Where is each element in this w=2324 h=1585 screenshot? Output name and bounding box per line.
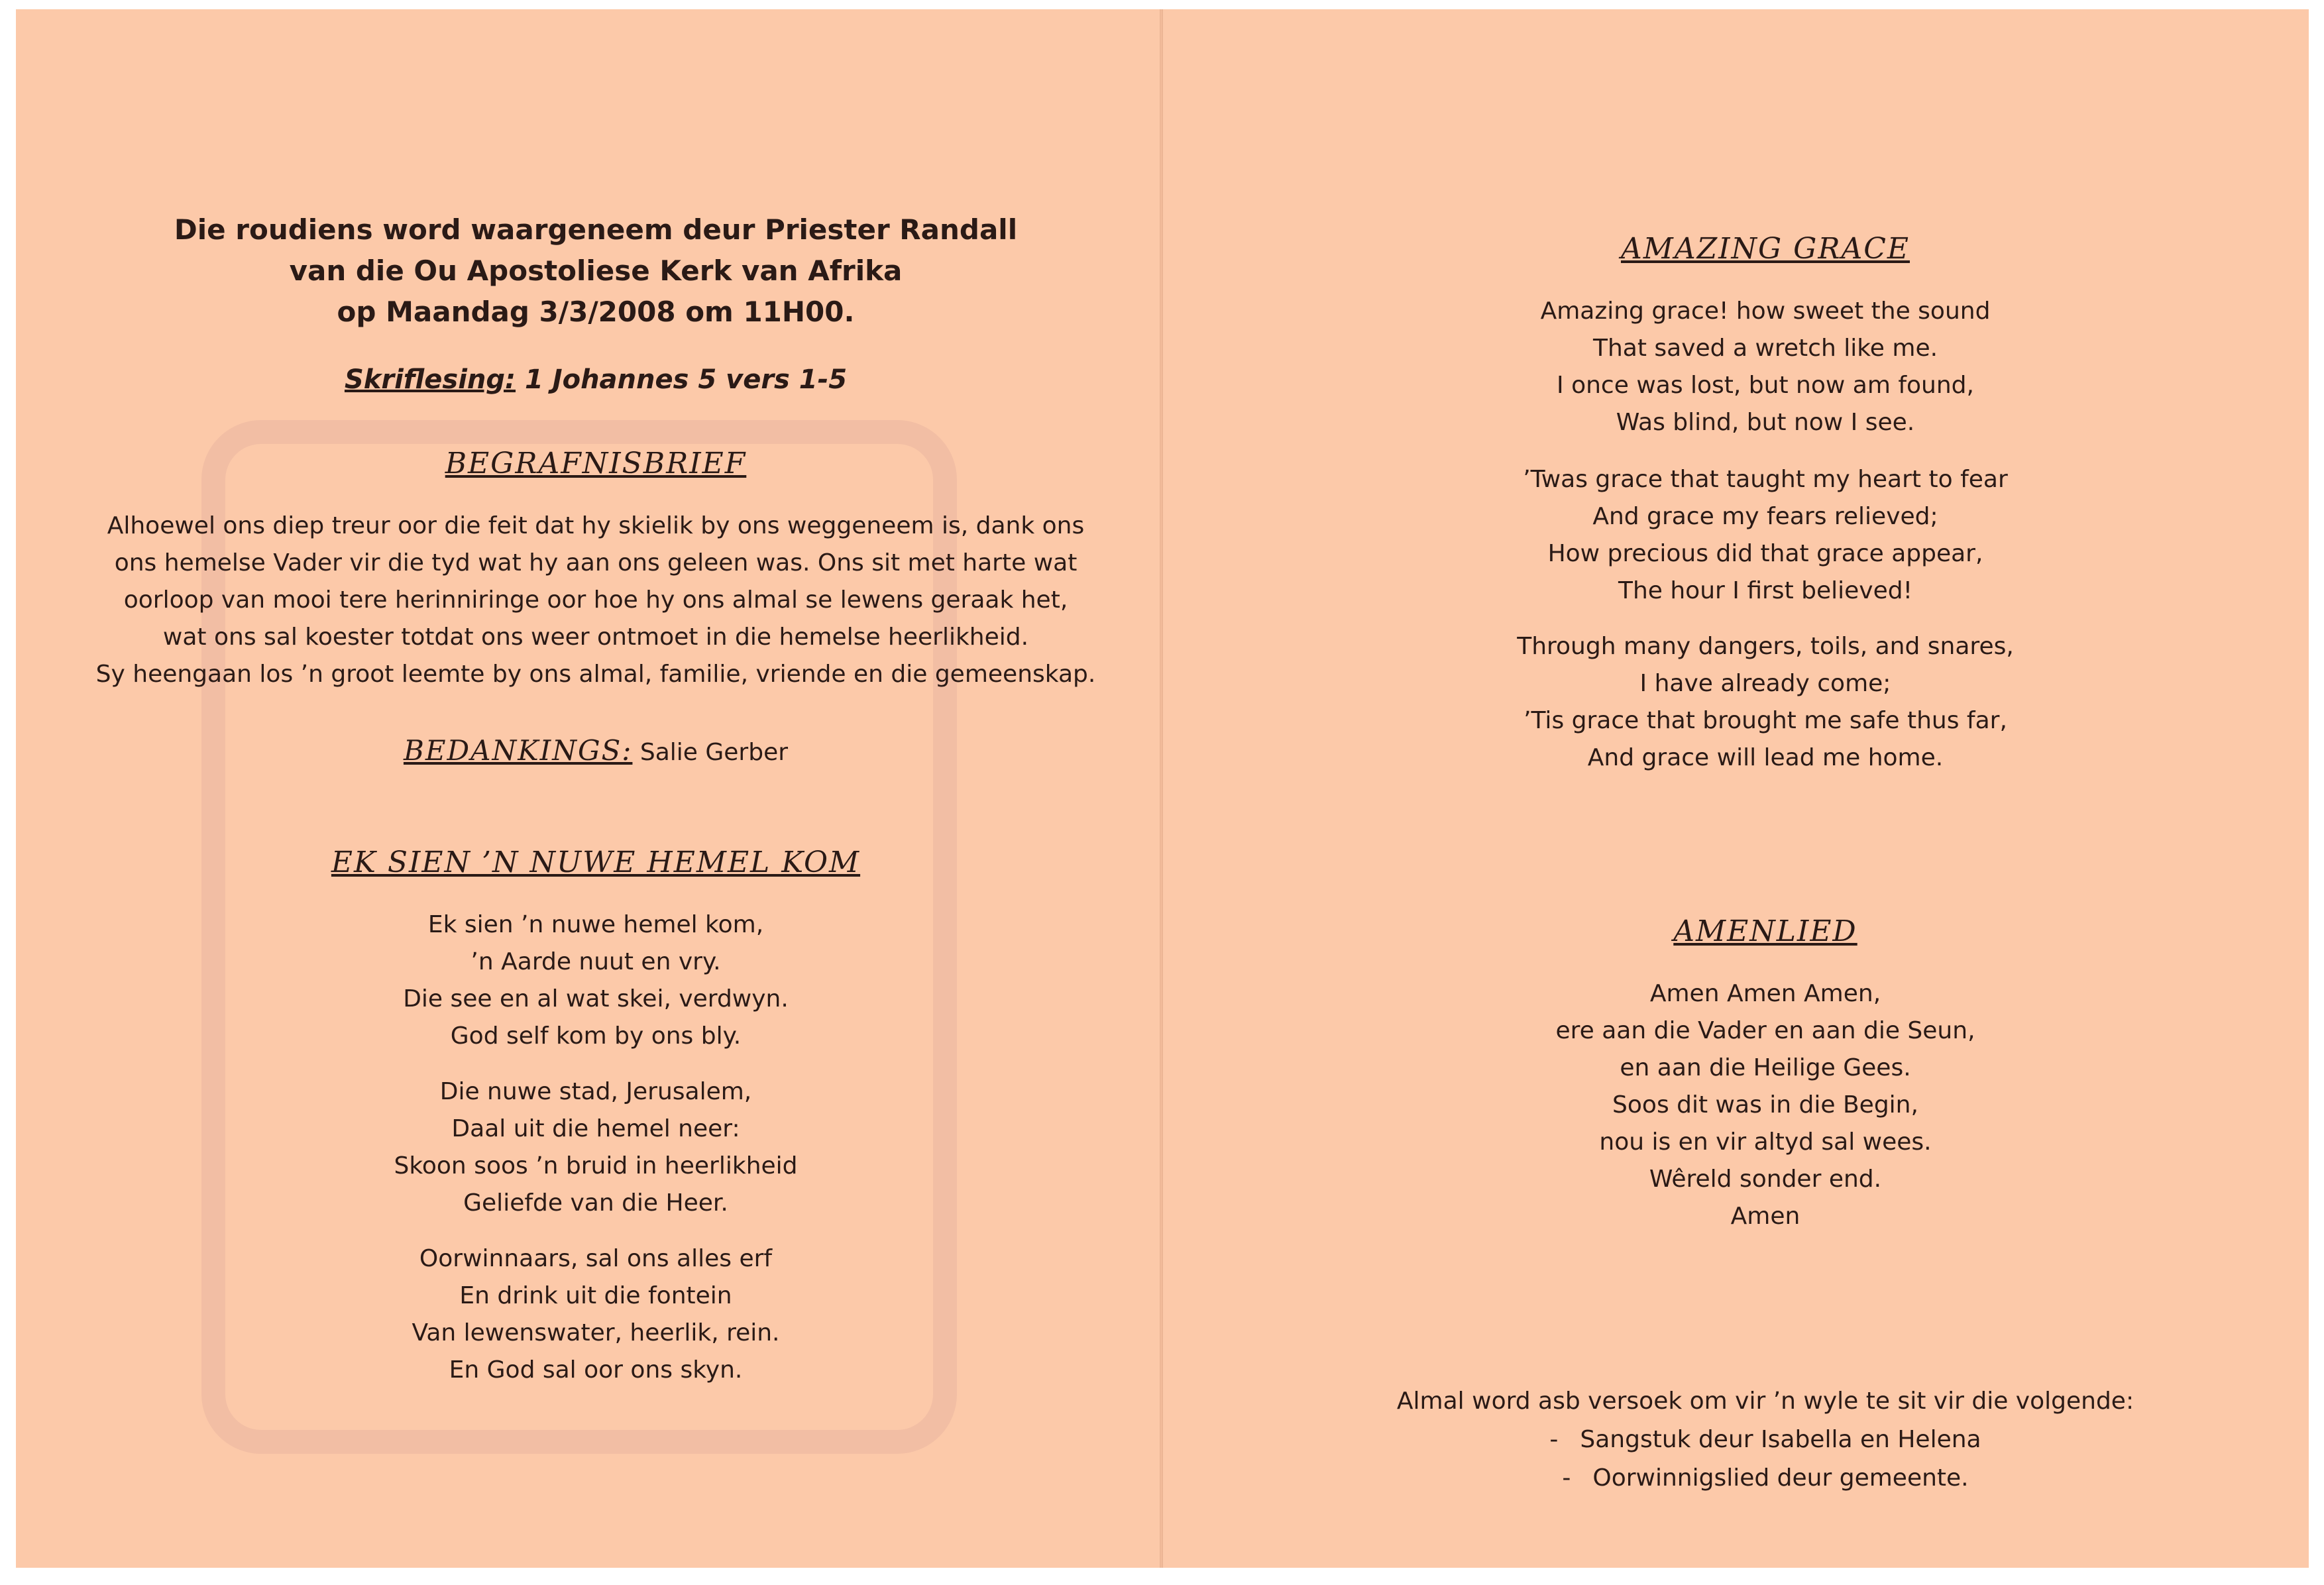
hymn-line: Skoon soos ’n bruid in heerlikheid [394, 1152, 798, 1179]
seated-request [1268, 1382, 2262, 1498]
scripture-reading [62, 364, 1129, 395]
hymn-line: Wêreld sonder end. [1649, 1166, 1882, 1193]
hymn-line: En drink uit die fontein [459, 1282, 732, 1309]
funeral-letter-title: BEGRAFNISBRIEF [445, 447, 747, 480]
hymn-line: God self kom by ons bly. [450, 1022, 742, 1050]
service-intro [62, 209, 1129, 333]
list-item-text: Oorwinnigslied deur gemeente. [1592, 1464, 1969, 1492]
hymn-line: I once was lost, but now am found, [1557, 372, 1974, 399]
hymn-stanza [62, 1073, 1129, 1222]
hymn-stanza [1268, 293, 2262, 441]
hymn-line: en aan die Heilige Gees. [1620, 1054, 1911, 1081]
hymn-line: Ek sien ’n nuwe hemel kom, [427, 911, 764, 938]
scripture-reading-text: 1 Johannes 5 vers 1-5 [516, 364, 848, 395]
thanks-label: BEDANKINGS: [403, 734, 633, 767]
letter-line: Alhoewel ons diep treur oor die feit dat hy skielik by ons weggeneem is, dank ons [107, 512, 1085, 539]
hymn-line: Geliefde van die Heer. [463, 1189, 728, 1217]
letter-line: Sy heengaan los ’n groot leemte by ons almal, familie, vriende en die gemeenskap. [95, 661, 1096, 688]
hymn-line: Was blind, but now I see. [1616, 409, 1915, 436]
hymn-line: Amen [1730, 1203, 1800, 1230]
hymn-line: And grace my fears relieved; [1592, 503, 1938, 530]
hymn-line: I have already come; [1639, 670, 1891, 697]
request-text: Almal word asb versoek om vir ’n wyle te sit vir die volgende: [1396, 1388, 2134, 1415]
thanks-line [62, 734, 1129, 767]
hymn-line: Soos dit was in die Begin, [1612, 1091, 1918, 1119]
hymn-line: ’Twas grace that taught my heart to fear [1523, 466, 2008, 493]
hymn-line: nou is en vir altyd sal wees. [1599, 1128, 1932, 1156]
scripture-reading-label: Skriflesing: [344, 364, 516, 395]
program-sheet [16, 9, 2309, 1568]
request-list [1268, 1421, 2262, 1498]
intro-line: Die roudiens word waargeneem deur Priester Randall [174, 213, 1018, 246]
amen-hymn-text [1268, 975, 2262, 1235]
hymn-line: The hour I first believed! [1618, 577, 1913, 604]
funeral-letter-text [62, 508, 1129, 693]
hymn-line: Die nuwe stad, Jerusalem, [439, 1078, 752, 1105]
hymn-line: How precious did that grace appear, [1547, 540, 1983, 567]
hymn-line: Van lewenswater, heerlik, rein. [412, 1319, 780, 1346]
intro-line: van die Ou Apostoliese Kerk van Afrika [289, 254, 903, 287]
hymn-line: Through many dangers, toils, and snares, [1517, 633, 2014, 660]
hymn-stanza [62, 906, 1129, 1055]
hymn-line: Daal uit die hemel neer: [451, 1115, 740, 1142]
hymn-stanza [62, 1240, 1129, 1389]
bullet-dash: - [1562, 1464, 1571, 1492]
hymn-line: ’Tis grace that brought me safe thus far, [1523, 707, 2007, 734]
hymn-line: Die see en al wat skei, verdwyn. [403, 985, 789, 1012]
hymn-title-amenlied: AMENLIED [1673, 914, 1857, 948]
hymn-line: That saved a wretch like me. [1592, 335, 1938, 362]
list-item [1268, 1421, 2262, 1459]
letter-line: ons hemelse Vader vir die tyd wat hy aan ons geleen was. Ons sit met harte wat [114, 549, 1078, 576]
list-item [1268, 1459, 2262, 1498]
hymn-title-nuwe-hemel: EK SIEN ’N NUWE HEMEL KOM [331, 846, 861, 879]
hymn-stanza [1268, 461, 2262, 610]
hymn-line: Oorwinnaars, sal ons alles erf [419, 1245, 773, 1272]
center-fold [1160, 9, 1163, 1568]
thanks-name: Salie Gerber [632, 739, 789, 766]
hymn-line: Amazing grace! how sweet the sound [1540, 298, 1991, 325]
hymn-line: ’n Aarde nuut en vry. [470, 948, 721, 975]
letter-line: wat ons sal koester totdat ons weer ontmoet in die hemelse heerlikheid. [162, 624, 1029, 651]
bullet-dash: - [1549, 1426, 1559, 1453]
hymn-line: ere aan die Vader en aan die Seun, [1555, 1017, 1975, 1044]
hymn-title-amazing-grace: AMAZING GRACE [1620, 232, 1910, 266]
list-item-text: Sangstuk deur Isabella en Helena [1580, 1426, 1981, 1453]
intro-line: op Maandag 3/3/2008 om 11H00. [337, 296, 855, 328]
hymn-line: And grace will lead me home. [1587, 744, 1944, 771]
letter-line: oorloop van mooi tere herinniringe oor hoe hy ons almal se lewens geraak het, [123, 586, 1068, 614]
hymn-line: Amen Amen Amen, [1649, 980, 1881, 1007]
hymn-line: En God sal oor ons skyn. [449, 1356, 743, 1384]
hymn-stanza [1268, 628, 2262, 777]
